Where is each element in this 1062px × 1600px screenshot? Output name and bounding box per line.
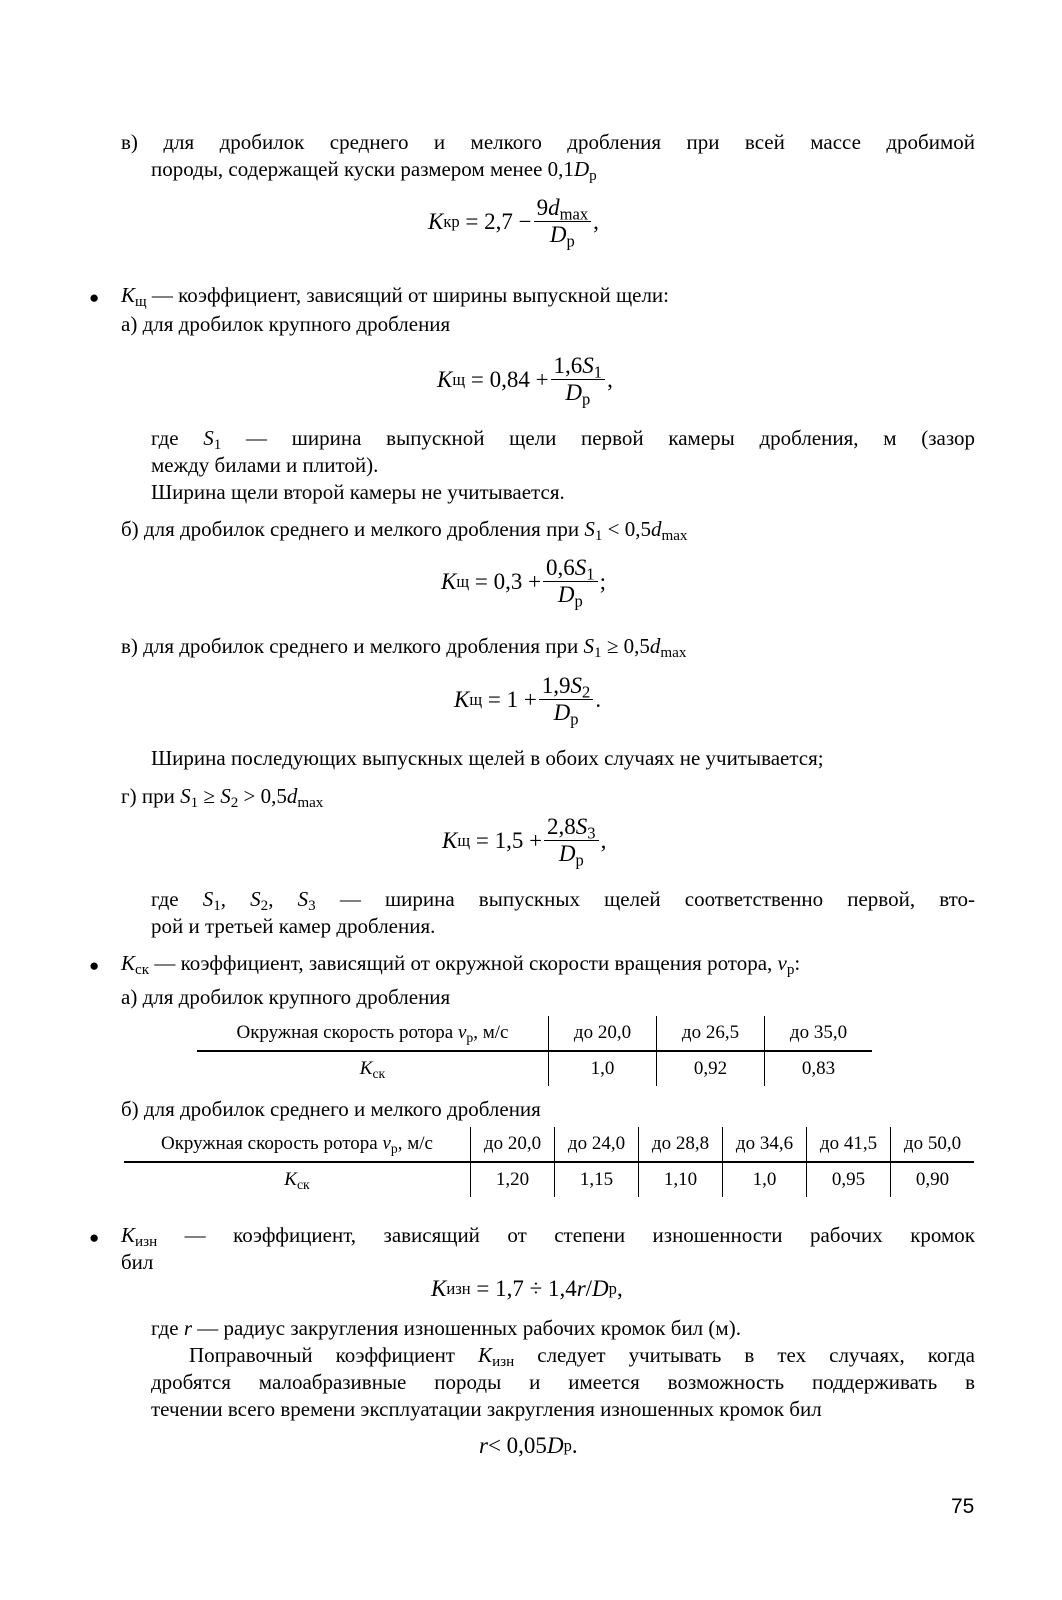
k-sch-case-v: в) для дробилок среднего и мелкого дробления при $S_1 \ge 0,5d_{max}$ [121, 634, 687, 662]
k-izn-paragraph-line1: Поправочный коэффициент $K_{изн}$ следует учитывать в тех случаях, когда [189, 1343, 975, 1371]
k-sch-description: $K_щ$ — коэффициент, зависящий от ширины выпускной щели: [121, 283, 670, 311]
k-sk-description: $K_{ск}$ — коэффициент, зависящий от окружной скорости вращения ротора, $v_р$: [121, 951, 801, 979]
bullet-k-izn: ● [89, 1228, 100, 1247]
table-cell: 0,83 [765, 1051, 873, 1086]
formula-k-sch-v: K щ = 1 + $\frac{1,9S_2}{D_р}$ . [454, 673, 602, 729]
formula-k-sch-b: K щ = 0,3 + $\frac{0,6S_1}{D_р}$ ; [441, 555, 606, 611]
k-sk-case-a: а) для дробилок крупного дробления [121, 985, 451, 1009]
formula-k-sch-a: K щ = 0,84 + $\frac{1,6S_1}{D_р}$ , [437, 353, 613, 409]
table-cell: до 24,0 [555, 1127, 639, 1162]
table-k-sk-large [197, 1016, 872, 1086]
where-s123-line2: рой и третьей камер дробления. [151, 914, 436, 938]
formula-k-kr: K кр = 2,7 − $\frac{9d_{max}}{D_р}$ , [428, 195, 599, 251]
table-cell: 0,90 [891, 1162, 975, 1197]
table-cell: 0,95 [807, 1162, 891, 1197]
second-chamber-note: Ширина щели второй камеры не учитывается. [151, 480, 565, 504]
table-header-speed: Окружная скорость ротора $v_р$, м/с [124, 1127, 471, 1162]
table-k-sk-medium [124, 1127, 974, 1197]
table-cell: до 41,5 [807, 1127, 891, 1162]
table-row-label: $K_{ск}$ [284, 1169, 310, 1192]
where-r: где r — радиус закругления изношенных рабочих кромок бил (м). [151, 1316, 741, 1340]
k-sch-case-a: а) для дробилок крупного дробления [121, 312, 451, 336]
table-cell: 1,10 [639, 1162, 723, 1197]
where-s1-line2: между билами и плитой). [151, 453, 379, 477]
k-izn-description-line1: $K_{изн}$ — коэффициент, зависящий от степени изношенности рабочих кромок [121, 1223, 975, 1251]
table-cell: 1,15 [555, 1162, 639, 1197]
formula-r-limit: r < 0,05 D р . [479, 1433, 578, 1458]
k-izn-paragraph-line3: течении всего времени эксплуатации закругления изношенных кромок бил [151, 1397, 822, 1421]
k-izn-description-line2: бил [121, 1250, 154, 1274]
table-cell: до 20,0 [471, 1127, 555, 1162]
k-izn-paragraph-line2: дробятся малоабразивные породы и имеется возможность поддерживать в [151, 1370, 975, 1394]
k-sch-case-g: г) при $S_1 \ge S_2 > 0,5d_{max}$ [121, 784, 324, 812]
table-cell: 1,0 [549, 1051, 657, 1086]
formula-k-sch-g: K щ = 1,5 + $\frac{2,8S_3}{D_р}$ , [442, 814, 607, 870]
subsequent-slots-note: Ширина последующих выпускных щелей в обоих случаях не учитывается; [151, 746, 824, 770]
condition-v-line1: в) для дробилок среднего и мелкого дробления при всей массе дробимой [121, 130, 975, 154]
page-number: 75 [951, 1495, 975, 1518]
condition-v-line2: породы, содержащей куски размером менее $0,1D_р$ [151, 157, 597, 185]
table-cell: до 20,0 [549, 1016, 657, 1051]
table-header-speed: Окружная скорость ротора $v_р$, м/с [197, 1016, 549, 1051]
table-cell: до 50,0 [891, 1127, 975, 1162]
table-row-label: $K_{ск}$ [359, 1058, 386, 1081]
bullet-k-sch: ● [89, 288, 100, 307]
table-cell: до 26,5 [657, 1016, 765, 1051]
table-cell: 1,0 [723, 1162, 807, 1197]
k-sk-case-b: б) для дробилок среднего и мелкого дробления [121, 1097, 541, 1121]
table-cell: 1,20 [471, 1162, 555, 1197]
table-cell: 0,92 [657, 1051, 765, 1086]
bullet-k-sk: ● [89, 956, 100, 975]
table-cell: до 35,0 [765, 1016, 873, 1051]
where-s1-line1: где $S_1$ — ширина выпускной щели первой камеры дробления, м (зазор [151, 426, 975, 454]
k-sch-case-b: б) для дробилок среднего и мелкого дробления при $S_1 < 0,5d_{max}$ [121, 517, 688, 545]
table-cell: до 34,6 [723, 1127, 807, 1162]
formula-k-izn: K изн = 1,7 ÷ 1,4 r / D р , [431, 1276, 623, 1301]
where-s123-line1: где $S_1$, $S_2$, $S_3$ — ширина выпускных щелей соответственно первой, вто- [151, 887, 975, 915]
table-cell: до 28,8 [639, 1127, 723, 1162]
